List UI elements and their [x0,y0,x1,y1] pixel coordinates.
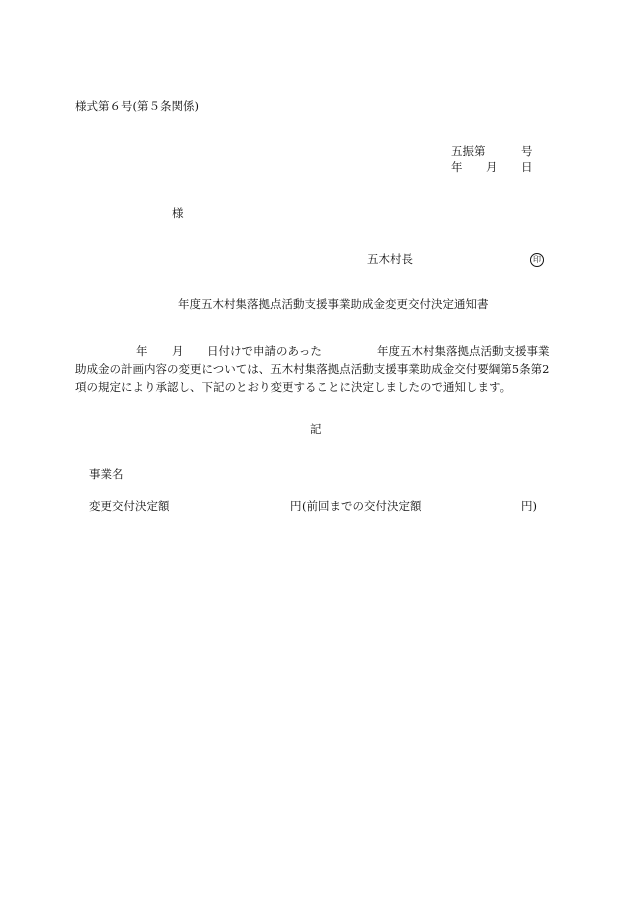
project-name-label: 事業名 [89,467,124,481]
body-line2: 助成金の計画内容の変更については、五木村集落拠点活動支援事業助成金交付要綱第5条第2 [75,362,550,376]
body-line1-tail: 年度五木村集落拠点活動支援事業 [377,344,550,358]
doc-number-prefix: 五振第 [451,144,486,158]
amount-unit: 円 [290,499,302,513]
document-title: 年度五木村集落拠点活動支援事業助成金変更交付決定通知書 [178,297,489,311]
seal-icon: 印 [530,253,544,267]
date-month: 月 [486,160,498,174]
date-year: 年 [451,160,463,174]
addressee-honorific: 様 [172,206,184,220]
body-line1-month: 月 [172,344,184,358]
date-day: 日 [521,160,533,174]
amount-label: 変更交付決定額 [89,499,170,513]
previous-amount-label: (前回までの交付決定額 [302,499,422,513]
body-line3: 項の規定により承認し、下記のとおり変更することに決定しましたので通知します。 [75,380,512,394]
ki-heading: 記 [310,422,322,436]
form-label: 様式第６号(第５条関係) [75,99,199,113]
seal-mark [530,253,544,267]
body-line1-day-text: 日付けで申請のあった [207,344,322,358]
body-line1-year: 年 [136,344,148,358]
doc-number-suffix: 号 [521,144,533,158]
sender-title: 五木村長 [367,252,413,266]
previous-amount-unit: 円) [521,499,537,513]
